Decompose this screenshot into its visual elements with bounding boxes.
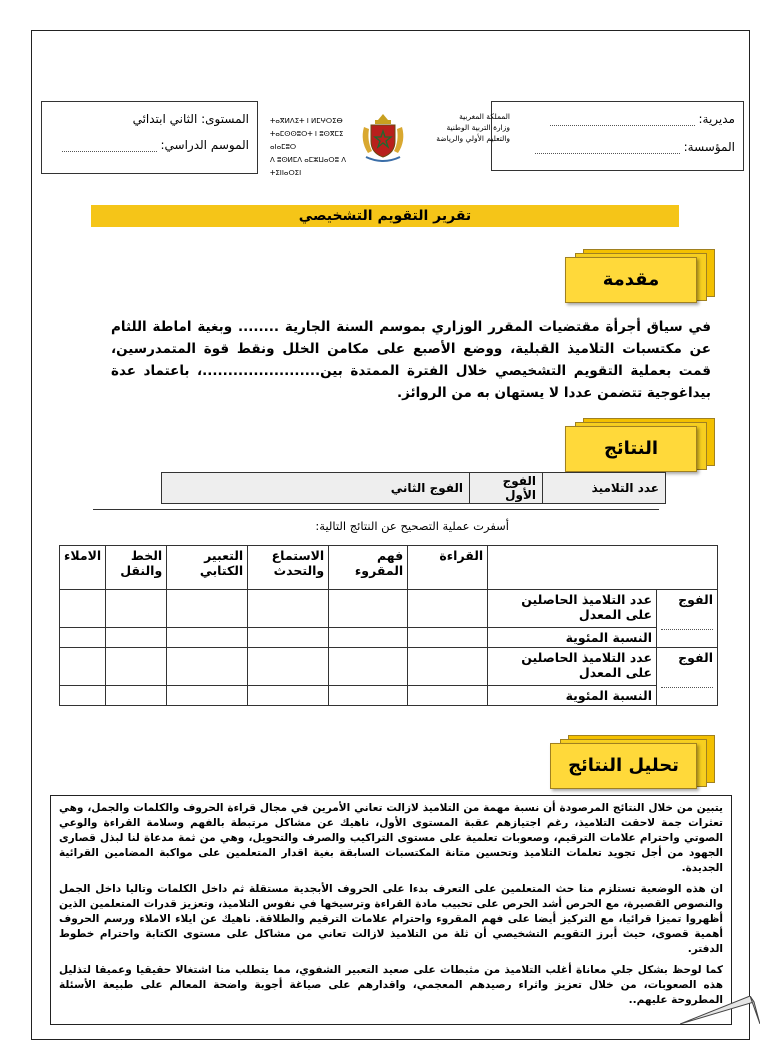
level-label: المستوى: [201, 112, 249, 126]
report-title: تقرير التقويم التشخيصي [91, 205, 679, 227]
tifinagh-line-1: ⵜⴰⴳⵍⴷⵉⵜ ⵏ ⵍⵎⵖⵔⵉⴱ [270, 117, 343, 125]
row-pct-label-2: النسبة المئوية [488, 686, 657, 706]
cell-input[interactable] [329, 628, 408, 648]
page-curl-icon [680, 996, 760, 1028]
cell-input[interactable] [167, 686, 248, 706]
intro-paragraph: في سياق أجرأة مقتضيات المقرر الوزاري بموسم السنة الجارية ........ وبغية اماطة اللثام عن مكتسبات التلاميذ القبلية، ووضع الأصبع على مكامن الخلل ونقط قوة المتمدرسين، قمت بعملية التقويم التشخيصي خلال الفترة الممتدة بين.......................، باعتماد عدة بيداغوجية تتضمن عددا لا يستهان به من الروائز. [111, 319, 711, 401]
results-tab [565, 414, 715, 476]
header-writing: التعبير الكتابي [167, 546, 248, 590]
group1-count[interactable] [470, 473, 543, 504]
row-avg-label-2: عدد التلاميذ الحاصلين على المعدل [488, 648, 657, 686]
directorate-field[interactable] [550, 115, 695, 126]
group2-count[interactable] [162, 473, 470, 504]
tifinagh-line-2: ⵜⴰⵎⵙⵙⵓⵔⵜ ⵏ ⵓⵙⴳⵎⵉ ⴰⵏⴰⵎⵓⵔ [270, 130, 344, 151]
empty-corner-cell [488, 546, 718, 590]
cell-input[interactable] [106, 590, 167, 628]
table-row [60, 648, 718, 686]
school-info-box [491, 101, 744, 171]
analysis-paragraph-3: كما لوحظ بشكل جلي معاناة أغلب التلاميذ من مثبطات على صعيد التعبير الشفوي، مما يتطلب منا اشتغالا حقيقيا وعميقا لتذليل هذه الصعوبات، من خلال تعزيز واثراء رصيدهم المعجمي، واقدارهم على صياغة أجوبة واضحة المعالم على طبيعة الأسئلة المطروحة عليهم.. [59, 964, 723, 1006]
group1-label: الفوج الأول [502, 474, 536, 502]
intro-tab [565, 245, 715, 307]
cell-input[interactable] [408, 686, 488, 706]
coat-of-arms-icon [358, 111, 408, 165]
row-pct-label-1: النسبة المئوية [488, 628, 657, 648]
group-label-1: الفوج [678, 592, 713, 607]
separator-line [93, 509, 659, 510]
cell-input[interactable] [329, 648, 408, 686]
group-name-field-1[interactable] [661, 621, 713, 630]
document-page [31, 30, 750, 1040]
header-comprehension: فهم المقروء [329, 546, 408, 590]
intro-tab-label: مقدمة [565, 257, 697, 303]
cell-input[interactable] [167, 648, 248, 686]
tifinagh-line-3: ⴷ ⵓⵙⵍⵎⴷ ⴰⵎⵣⵡⴰⵔⵓ ⴷ ⵜⵉⵏⵏⴰⵔⵉⵏ [270, 156, 347, 177]
student-count-table [161, 472, 666, 504]
results-caption: أسفرت عملية التصحيح عن النتائج التالية: [315, 519, 509, 533]
count-label: عدد التلاميذ [543, 473, 666, 504]
cell-input[interactable] [408, 648, 488, 686]
row-avg-label-1: عدد التلاميذ الحاصلين على المعدل [488, 590, 657, 628]
cell-input[interactable] [60, 590, 106, 628]
cell-input[interactable] [248, 590, 329, 628]
emblem-line-2: وزارة التربية الوطنية [446, 123, 510, 132]
cell-input[interactable] [106, 686, 167, 706]
season-field[interactable] [62, 141, 157, 152]
emblem-line-1: المملكة المغربية [459, 112, 510, 121]
results-header-row [60, 546, 718, 590]
group2-label: الفوج الثاني [390, 481, 463, 495]
group-cell-2 [657, 648, 718, 706]
analysis-paragraph-2: ان هذه الوضعية تستلزم منا حث المتعلمين على التعرف بدءا على الحروف الأبجدية مستقلة ثم داخل الكلمات وتاليا داخل الجمل والنصوص القصيرة، مع الحرص أشد الحرص على تحبيب مادة القراءة وترسيخها في نفوس التلاميذ، وتعزيز قدرات المتعلمين الذين أظهروا تميزا قرائيا، مع التركيز أيضا على فهم المقروء واحترام علامات الترقيم والطلاقة. ناهيك عن ايلاء الاملاء ورسم الحروف أهمية قصوى، حيث أبرز التقويم التشخيصي أن ثلة من التلاميذ لازالت تعاني من مشاكل على مستوى الكتابة واحترام خطوط الدفتر. [59, 883, 723, 955]
cell-input[interactable] [329, 590, 408, 628]
table-row [60, 628, 718, 648]
season-label: الموسم الدراسي: [160, 138, 249, 152]
cell-input[interactable] [329, 686, 408, 706]
analysis-tab [550, 731, 715, 793]
header-listening: الاستماع والتحدث [248, 546, 329, 590]
cell-input[interactable] [60, 648, 106, 686]
cell-input[interactable] [408, 628, 488, 648]
group-name-field-2[interactable] [661, 679, 713, 688]
school-field[interactable] [535, 143, 680, 154]
cell-input[interactable] [106, 628, 167, 648]
analysis-tab-label: تحليل النتائج [550, 743, 697, 789]
school-label: المؤسسة: [683, 140, 735, 154]
analysis-paragraph-1: يتبين من خلال النتائج المرصودة أن نسبة مهمة من التلاميذ لازالت تعاني الأمرين في مجال قراءة الحروف والكلمات والجمل، وهي تعثرات جمة لاحقت التلاميذ، رغم اجتيازهم عقبة المستوى الأول، ناهيك عن مشاكل مرتبطة بالفهم وسلامة القراءة والوعي الصوتي واحترام علامات الترقيم، وصعوبات تعلمية على مستوى التراكيب والصرف والتحويل، وهي من ثمة مدعاة لنا لبذل قصارى الجهود من أجل تجويد تعلمات التلاميذ وتحسين متانة المكتسبات السابقة بغية اقدار المتعلمين على مواكبة المضامين القرائية الجديدة. [59, 802, 723, 874]
directorate-label: مديرية: [698, 112, 735, 126]
analysis-box [50, 795, 732, 1025]
cell-input[interactable] [60, 686, 106, 706]
cell-input[interactable] [106, 648, 167, 686]
group-cell-1 [657, 590, 718, 648]
header-reading: القراءة [408, 546, 488, 590]
header-handwriting: الخط والنقل [106, 546, 167, 590]
results-tab-label: النتائج [565, 426, 697, 472]
header-dictation: الاملاء [60, 546, 106, 590]
emblem-line-3: والتعليم الأولي والرياضة [436, 134, 510, 143]
ministry-emblem [270, 111, 510, 177]
level-value: الثاني ابتدائي [132, 112, 198, 126]
results-table [59, 545, 718, 706]
table-row [60, 686, 718, 706]
cell-input[interactable] [408, 590, 488, 628]
level-info-box [41, 101, 258, 174]
table-row [60, 590, 718, 628]
cell-input[interactable] [248, 628, 329, 648]
cell-input[interactable] [60, 628, 106, 648]
cell-input[interactable] [167, 590, 248, 628]
group-label-2: الفوج [678, 650, 713, 665]
cell-input[interactable] [167, 628, 248, 648]
cell-input[interactable] [248, 686, 329, 706]
cell-input[interactable] [248, 648, 329, 686]
